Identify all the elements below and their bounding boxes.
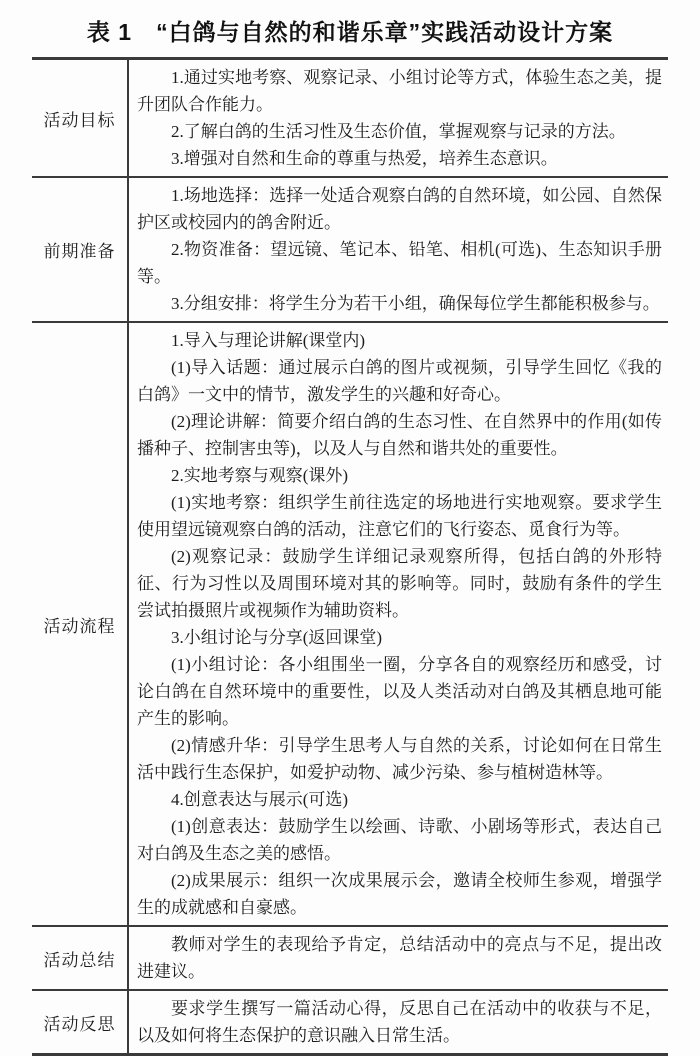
table-title: 表 1 “白鸽与自然的和谐乐章”实践活动设计方案 bbox=[86, 19, 614, 45]
activity-design-table bbox=[32, 57, 668, 1056]
cell-paragraph: (1)实地考察：组织学生前往选定的场地进行实地观察。要求学生使用望远镜观察白鸽的活动，注意它们的飞行姿态、觅食行为等。 bbox=[137, 493, 662, 539]
cell-paragraph: (1)小组讨论：各小组围坐一圈，分享各自的观察经历和感受，讨论白鸽在自然环境中的重要性，以及人类活动对白鸽及其栖息地可能产生的影响。 bbox=[137, 655, 662, 728]
row-label-activity-summary: 活动总结 bbox=[32, 927, 129, 989]
row-content-activity-goals bbox=[129, 60, 668, 176]
cell-paragraph: 教师对学生的表现给予肯定，总结活动中的亮点与不足，提出改进建议。 bbox=[137, 935, 662, 981]
table-row-activity-process bbox=[32, 321, 668, 925]
cell-paragraph: 4.创意表达与展示(可选) bbox=[171, 790, 349, 809]
cell-paragraph: (1)创意表达：鼓励学生以绘画、诗歌、小剧场等形式，表达自己对白鸽及生态之美的感悟。 bbox=[137, 817, 662, 863]
cell-paragraph: 1.场地选择：选择一处适合观察白鸽的自然环境，如公园、自然保护区或校园内的鸽舍附近。 bbox=[137, 186, 662, 232]
table-row-activity-goals bbox=[32, 60, 668, 176]
cell-paragraph: 3.小组讨论与分享(返回课堂) bbox=[171, 628, 383, 647]
cell-paragraph: (1)导入话题：通过展示白鸽的图片或视频，引导学生回忆《我的白鸽》一文中的情节，激发学生的兴趣和好奇心。 bbox=[137, 358, 662, 404]
table-row-activity-reflection bbox=[32, 989, 668, 1053]
table-row-activity-summary bbox=[32, 925, 668, 989]
cell-paragraph: (2)成果展示：组织一次成果展示会，邀请全校师生参观，增强学生的成就感和自豪感。 bbox=[137, 871, 662, 917]
row-content-activity-reflection bbox=[129, 991, 668, 1053]
cell-paragraph: 1.导入与理论讲解(课堂内) bbox=[171, 331, 366, 350]
cell-paragraph: (2)观察记录：鼓励学生详细记录观察所得，包括白鸽的外形特征、行为习性以及周围环境对其的影响等。同时，鼓励有条件的学生尝试拍摄照片或视频作为辅助资料。 bbox=[137, 547, 662, 620]
cell-paragraph: (2)理论讲解：简要介绍白鸽的生态习性、在自然界中的作用(如传播种子、控制害虫等)，以及人与自然和谐共处的重要性。 bbox=[137, 412, 662, 458]
cell-paragraph: 要求学生撰写一篇活动心得，反思自己在活动中的收获与不足，以及如何将生态保护的意识融入日常生活。 bbox=[137, 999, 662, 1045]
cell-paragraph: 2.物资准备：望远镜、笔记本、铅笔、相机(可选)、生态知识手册等。 bbox=[137, 240, 662, 286]
row-label-activity-goals: 活动目标 bbox=[32, 60, 129, 176]
row-label-activity-reflection: 活动反思 bbox=[32, 991, 129, 1053]
cell-paragraph: 2.实地考察与观察(课外) bbox=[171, 466, 349, 485]
row-content-activity-summary bbox=[129, 927, 668, 989]
row-label-preparation: 前期准备 bbox=[32, 178, 129, 321]
row-label-activity-process: 活动流程 bbox=[32, 323, 129, 925]
cell-paragraph: 3.分组安排：将学生分为若干小组，确保每位学生都能积极参与。 bbox=[171, 294, 660, 313]
cell-paragraph: 3.增强对自然和生命的尊重与热爱，培养生态意识。 bbox=[171, 149, 558, 168]
cell-paragraph: 2.了解白鸽的生活习性及生态价值，掌握观察与记录的方法。 bbox=[171, 122, 626, 141]
row-content-activity-process bbox=[129, 323, 668, 925]
cell-paragraph: 1.通过实地考察、观察记录、小组讨论等方式，体验生态之美，提升团队合作能力。 bbox=[137, 68, 662, 114]
table-row-preparation bbox=[32, 176, 668, 321]
cell-paragraph: (2)情感升华：引导学生思考人与自然的关系，讨论如何在日常生活中践行生态保护，如爱护动物、减少污染、参与植树造林等。 bbox=[137, 736, 662, 782]
row-content-preparation bbox=[129, 178, 668, 321]
